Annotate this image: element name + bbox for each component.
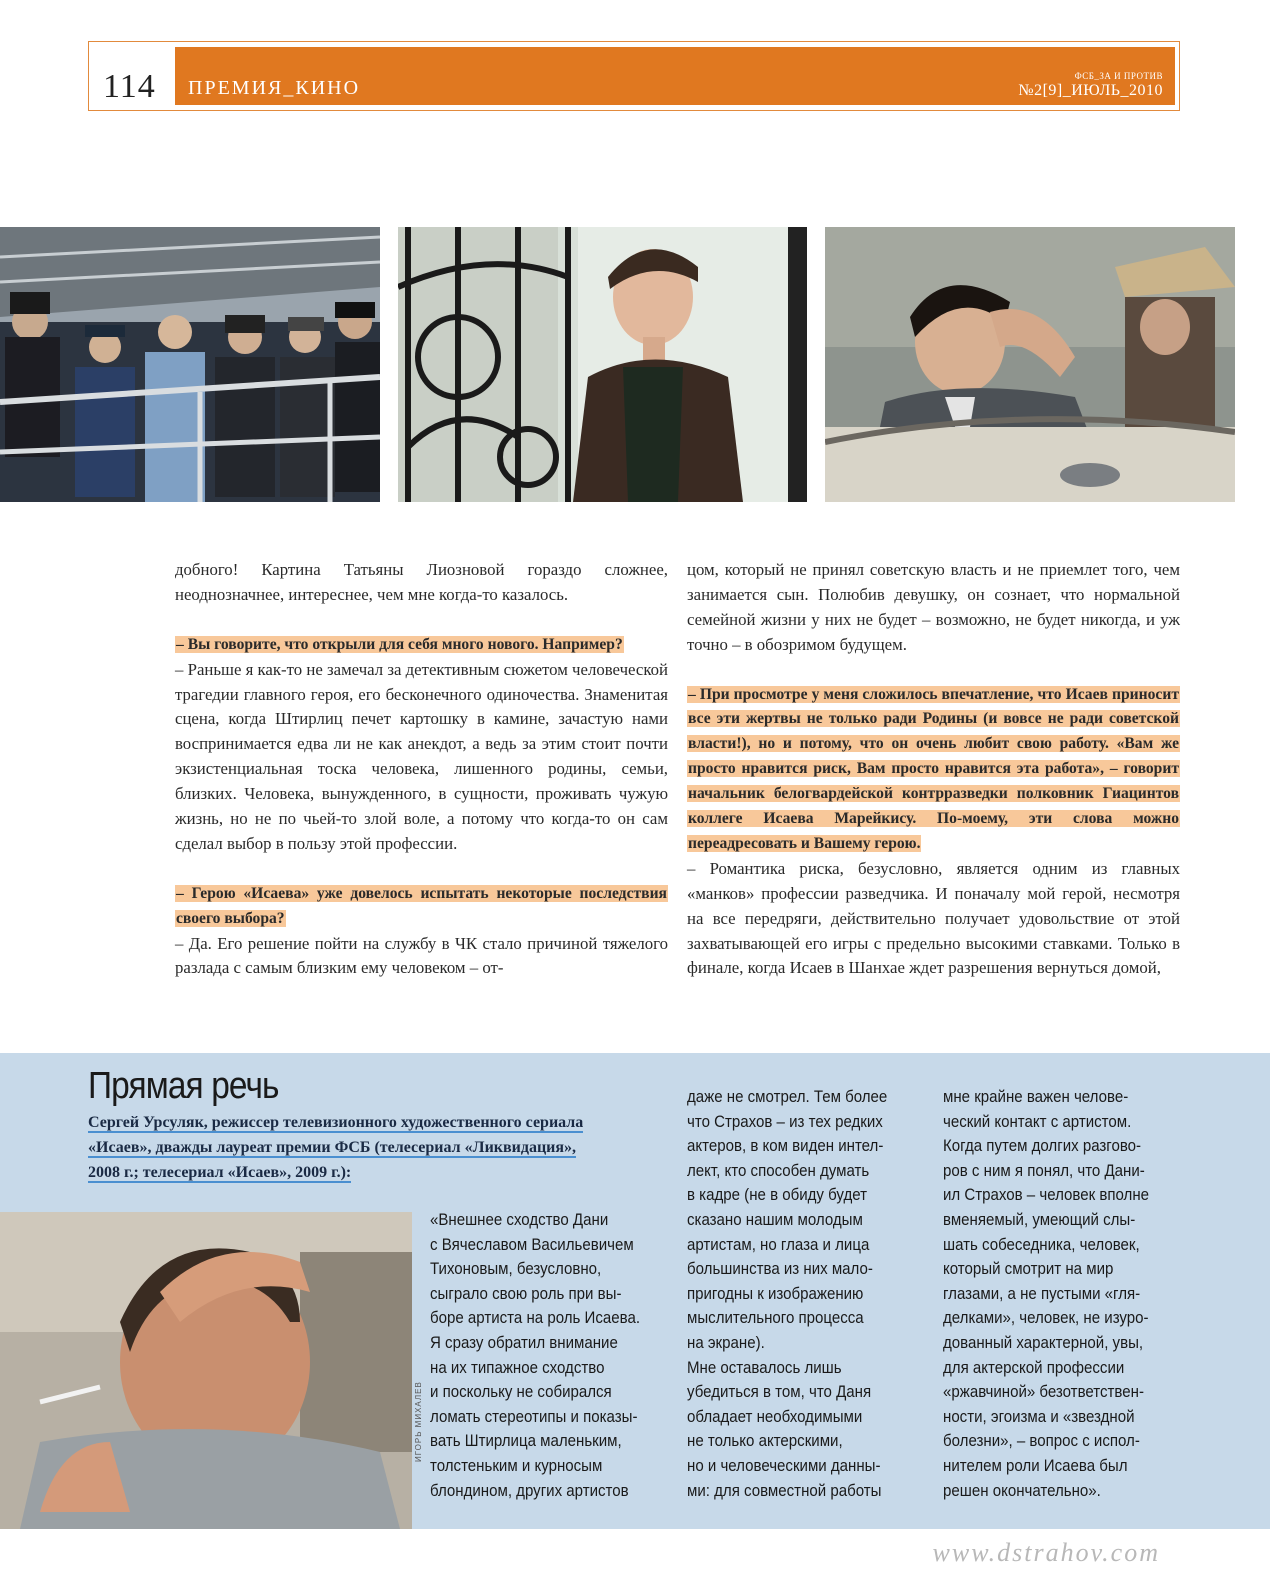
question-text: – При просмотре у меня сложилось впечатление, что Исаев приносит все эти жертвы не только ради Родины (и вовсе не ради советской власти!), но и потому, что он очень любит свою работу. «Вам же просто нравится риск, Вам просто нравится эта работа», – говорит начальник белогвардейской контрразведки полковник Гиацинтов коллеге Исаева Марейкису. По-моему, эти слова можно переадресовать и Вашему герою. bbox=[688, 685, 1179, 852]
interview-question bbox=[687, 683, 1180, 857]
sidebar-subtitle-text: Сергей Урсуляк, режиссер телевизионного художественного сериала «Исаев», дважды лауреат премии ФСБ (телесериал «Ликвидация», 2008 г.; телесериал «Исаев», 2009 г.): bbox=[88, 1114, 584, 1181]
sidebar-subtitle bbox=[88, 1110, 608, 1185]
paragraph: добного! Картина Татьяны Лиозновой гораздо сложнее, неоднозначнее, интереснее, чем мне когда-то казалось. bbox=[175, 560, 668, 604]
magazine-name: ФСБ_ЗА И ПРОТИВ bbox=[1074, 71, 1163, 81]
paragraph: – Да. Его решение пойти на службу в ЧК стало причиной тяжелого разлада с самым близким ему человеком – от- bbox=[175, 933, 668, 978]
man-in-car-photo bbox=[825, 227, 1235, 502]
sidebar-column-1: «Внешнее сходство Дани с Вячеславом Васильевичем Тихоновым, безусловно, сыграло свою роль при вы- боре артиста на роль Исаева. Я сразу обратил внимание на их типажное сходство и поскольку не собирался ломать стереотипы и показы- вать Штирлица маленьким, толстеньким и курносым блондином, других артистов bbox=[430, 1211, 641, 1500]
article-column-left bbox=[175, 558, 668, 1006]
issue-number: №2[9]_ИЮЛЬ_2010 bbox=[1018, 82, 1163, 99]
sidebar-column-2: даже не смотрел. Тем более что Страхов – из тех редких актеров, в ком виден интел- лект, кто способен думать в кадре (не в обиду будет сказано нашим молодым артистам, но глаза и лица большинства из них мало- пригодны к изображению мыслительного процесса на экране). Мне оставалось лишь убедиться в том, что Даня обладает необходимыми не только актерскими, но и человеческими данны- ми: для совместной работы bbox=[687, 1088, 888, 1500]
paragraph: – Раньше я как-то не замечал за детективным сюжетом человеческой трагедии главного героя, его бесконечного одиночества. Знаменитая сцена, когда Штирлиц печет картошку в камине, зачастую нами воспринимается едва ли не как анекдот, а ведь за этим стоит почти экзистенциальная тоска человека, лишенного родины, семьи, близких. Человека, вынужденного, в сущности, проживать чужую жизнь, но не по чьей-то злой воле, а потому что когда-то он сам сделал выбор в пользу этой профессии. bbox=[175, 659, 668, 853]
interview-question bbox=[175, 882, 668, 932]
section-title: ПРЕМИЯ_КИНО bbox=[188, 77, 361, 99]
director-photo bbox=[0, 1212, 412, 1529]
interview-question bbox=[175, 633, 668, 658]
section-bar bbox=[175, 47, 1175, 105]
question-text: – Вы говорите, что открыли для себя много нового. Например? bbox=[176, 635, 623, 653]
page-number: 114 bbox=[103, 68, 156, 105]
website-watermark: www.dstrahov.com bbox=[932, 1538, 1160, 1567]
question-text: – Герою «Исаева» уже довелось испытать некоторые последствия своего выбора? bbox=[176, 884, 667, 927]
sidebar-column-3: мне крайне важен челове- ческий контакт с артистом. Когда путем долгих разгово- ров с ним я понял, что Дани- ил Страхов – человек вполне вменяемый, умеющий слы- шать собеседника, человек, который смотрит на мир глазами, а не пустыми «гля- делками», человек, не изуро- дованный характерной, увы, для актерской профессии «ржавчиной» безответствен- ности, эгоизма и «звездной болезни», – вопрос с испол- нителем роли Исаева был решен окончательно». bbox=[943, 1088, 1150, 1500]
paragraph: – Романтика риска, безусловно, является одним из главных «манков» профессии разведчика. И поначалу мой герой, несмотря на все передряги, действительно получает удовольствие от этой захватывающей его игры с предельно высокими ставками. Только в финале, когда Исаев в Шанхае ждет разрешения вернуться домой, bbox=[687, 858, 1180, 978]
paragraph: цом, который не принял советскую власть и не приемлет того, чем занимается сын. Полюбив девушку, он сознает, что нормальной семейной жизни у них не будет – возможно, не будет никогда, и уж точно – в обозримом будущем. bbox=[687, 560, 1180, 654]
article-column-right bbox=[687, 558, 1180, 1006]
photo-credit: ИГОРЬ МИХАЛЕВ bbox=[414, 1381, 423, 1462]
crowd-on-ship-photo bbox=[0, 227, 380, 502]
man-at-gate-photo bbox=[398, 227, 807, 502]
page-header bbox=[88, 41, 1180, 111]
sidebar-title: Прямая речь bbox=[88, 1065, 279, 1107]
